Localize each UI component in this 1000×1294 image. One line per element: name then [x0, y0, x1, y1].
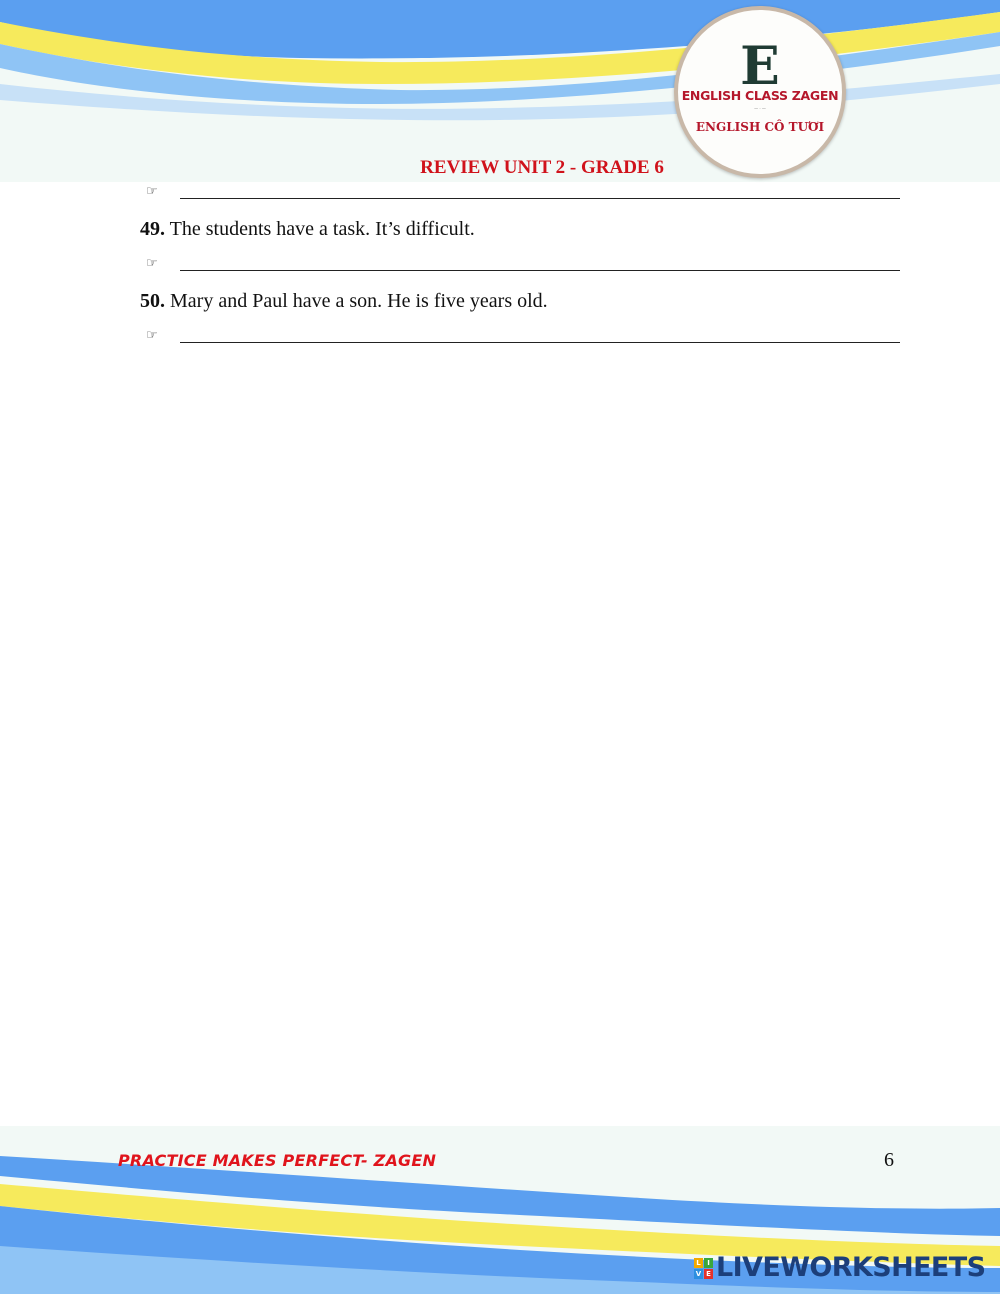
answer-line[interactable]: [180, 270, 900, 271]
pointing-hand-icon: ☞: [146, 328, 158, 343]
logo-letter: E: [740, 36, 780, 97]
page-number: 6: [884, 1149, 894, 1171]
grid-letter: L: [694, 1258, 703, 1268]
answer-row-49: [146, 256, 902, 276]
answer-row-50: [146, 328, 902, 348]
answer-row-48: [146, 184, 902, 204]
question-text: Mary and Paul have a son. He is five years old.: [170, 290, 548, 312]
class-logo: [674, 6, 846, 178]
question-49: [140, 217, 475, 241]
grid-letter: E: [704, 1269, 713, 1279]
answer-line[interactable]: [180, 342, 900, 343]
grid-letter: I: [704, 1258, 713, 1268]
page-title: REVIEW UNIT 2 - GRADE 6: [420, 157, 664, 178]
pointing-hand-icon: ☞: [146, 184, 158, 199]
question-number: 50.: [140, 290, 165, 312]
logo-divider: — · —: [754, 106, 766, 111]
question-number: 49.: [140, 218, 165, 240]
question-text: The students have a task. It’s difficult.: [169, 218, 475, 240]
logo-teacher-name: ENGLISH CÔ TƯƠI: [695, 120, 825, 134]
logo-class-name: ENGLISH CLASS ZAGEN: [681, 88, 839, 103]
pointing-hand-icon: ☞: [146, 256, 158, 271]
footer-slogan: PRACTICE MAKES PERFECT- ZAGEN: [118, 1151, 437, 1170]
question-50: [140, 289, 548, 313]
header-banner: [0, 0, 1000, 182]
grid-letter: V: [695, 1270, 702, 1278]
liveworksheets-wordmark: LIVEWORKSHEETS: [716, 1252, 986, 1283]
liveworksheets-grid-icon: [694, 1258, 714, 1280]
answer-line[interactable]: [180, 198, 900, 199]
